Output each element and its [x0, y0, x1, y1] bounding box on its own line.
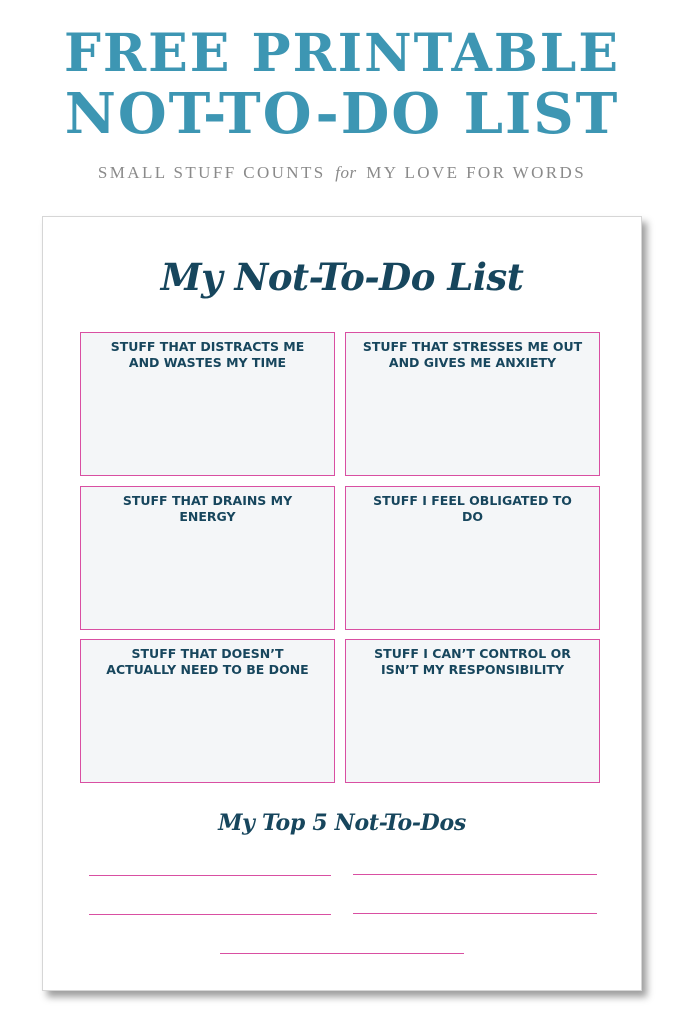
box-stresses-anxiety — [345, 332, 600, 476]
header-subtitle — [0, 163, 684, 183]
box-not-needed — [80, 639, 335, 783]
top5-line-5 — [220, 953, 464, 954]
box-obligated — [345, 486, 600, 630]
top5-line-4 — [353, 913, 597, 914]
box-distracts-wastes-time — [80, 332, 335, 476]
box-label: STUFF THAT DOESN’T ACTUALLY NEED TO BE DONE — [106, 646, 309, 677]
subtitle-text-after: MY LOVE FOR WORDS — [366, 163, 587, 182]
printable-sheet — [42, 216, 642, 991]
box-drains-energy — [80, 486, 335, 630]
box-label: STUFF I FEEL OBLIGATED TO DO — [373, 493, 572, 524]
box-label: STUFF THAT STRESSES ME OUT AND GIVES ME ANXIETY — [362, 339, 583, 370]
subtitle-text-before: SMALL STUFF COUNTS — [97, 163, 326, 182]
subtitle-for: for — [335, 163, 357, 182]
top5-line-1 — [89, 875, 331, 876]
top5-title: My Top 5 Not-To-Dos — [218, 810, 466, 836]
box-label: STUFF I CAN’T CONTROL OR ISN’T MY RESPONSIBILITY — [374, 646, 571, 677]
box-cant-control — [345, 639, 600, 783]
top5-line-3 — [89, 914, 331, 915]
header-title-line-1: FREE PRINTABLE — [63, 23, 621, 84]
header-title-line-2: NOT-TO-DO LIST — [64, 81, 620, 147]
box-label: STUFF THAT DISTRACTS ME AND WASTES MY TIME — [110, 339, 305, 370]
sheet-title: My Not-To-Do List — [160, 255, 524, 299]
box-label: STUFF THAT DRAINS MY ENERGY — [122, 493, 293, 524]
top5-line-2 — [353, 874, 597, 875]
